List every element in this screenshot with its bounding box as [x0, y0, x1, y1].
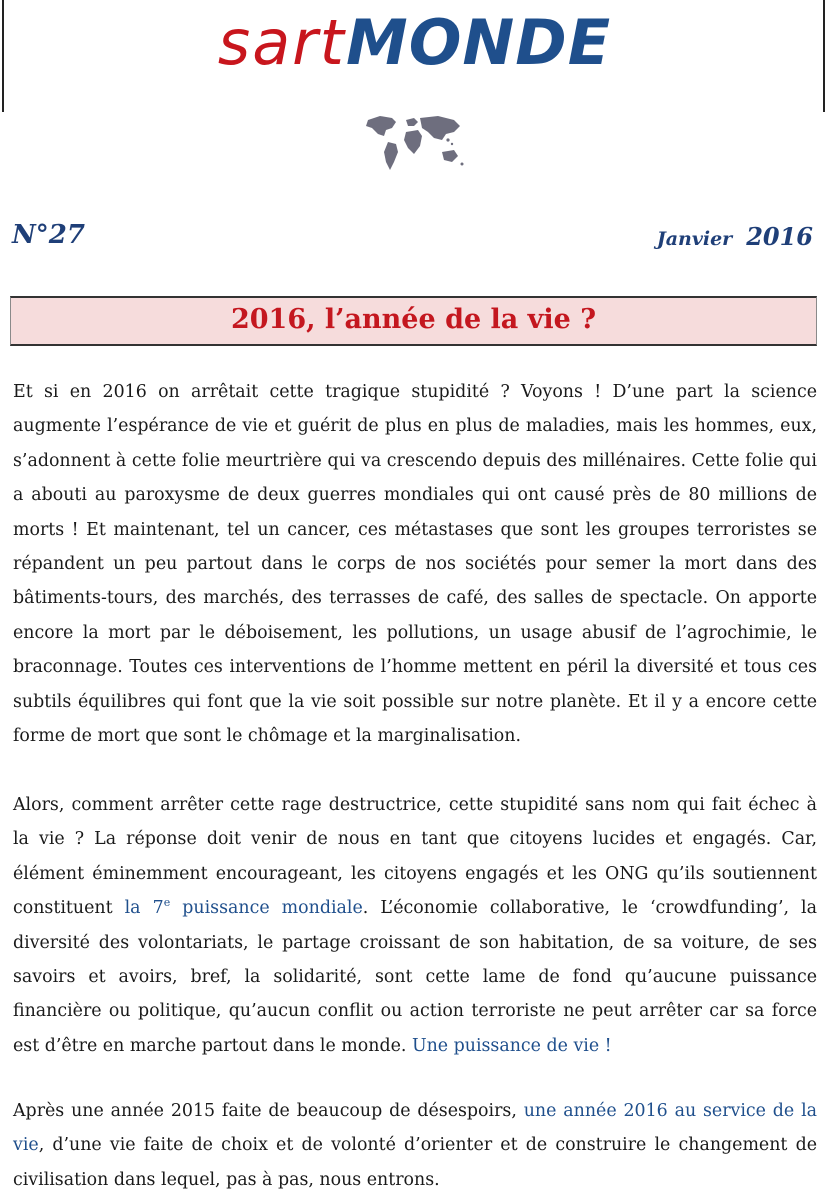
link-7e-puissance-superscript: e	[163, 896, 171, 910]
issue-date-month: Janvier	[656, 228, 733, 250]
brand-logo	[0, 8, 829, 78]
article-paragraph-2	[13, 788, 817, 1063]
link-7e-puissance-prefix: la 7	[124, 898, 164, 919]
brand-part-monde: MONDE	[346, 6, 612, 79]
issue-number: N°27	[12, 220, 85, 250]
paragraph-3-text-end: , d’une vie faite de choix et de volonté d’orienter et de construire le changement de civilisation dans lequel, pas à pas, nous entrons.	[13, 1135, 817, 1190]
world-map-icon	[362, 112, 466, 174]
link-annee-2016-au-service-de-la-vie[interactable]: une année 2016 au service de la vie	[13, 1101, 817, 1156]
issue-date-year: 2016	[746, 222, 813, 251]
link-7e-puissance-mondiale[interactable]	[125, 898, 363, 918]
paragraph-2-text-middle: . L’économie collaborative, le ‘crowdfunding’, la diversité des volontariats, le partage croissant de son habitation, de sa voiture, de ses savoirs et avoirs, bref, la solidarité, sont cette lame de fond qu’aucune puissance financière ou politique, qu’aucun conflit ou action terroriste ne peut arrêter car sa force est d’être en marche partout dans le monde.	[13, 898, 817, 1056]
paragraph-2-text-start: Alors, comment arrêter cette rage destructrice, cette stupidité sans nom qui fait échec à la vie ? La réponse doit venir de nous en tant que citoyens lucides et engagés. Car, élément éminemment encourageant, les citoyens engagés et les ONG qu’ils soutiennent constituent	[13, 795, 817, 919]
issue-date	[657, 222, 813, 251]
article-title: 2016, l’année de la vie ?	[230, 304, 597, 335]
article-paragraph-3	[13, 1094, 817, 1197]
article-paragraph-1: Et si en 2016 on arrêtait cette tragique stupidité ? Voyons ! D’une part la science augmente l’espérance de vie et guérit de plus en plus de maladies, mais les hommes, eux, s’adonnent à cette folie meurtrière qui va crescendo depuis des millénaires. Cette folie qui a abouti au paroxysme de deux guerres mondiales qui ont causé près de 80 millions de morts ! Et maintenant, tel un cancer, ces métastases que sont les groupes terroristes se répandent un peu partout dans le corps de nos sociétés pour semer la mort dans des bâtiments-tours, des marchés, des terrasses de café, des salles de spectacle. On apporte encore la mort par le déboisement, les pollutions, un usage abusif de l’agrochimie, le braconnage. Toutes ces interventions de l’homme mettent en péril la diversité et tous ces subtils équilibres qui font que la vie soit possible sur notre planète. Et il y a encore cette forme de mort que sont le chômage et la marginalisation.	[13, 382, 817, 747]
paragraph-3-text-start: Après une année 2015 faite de beaucoup de désespoirs,	[13, 1101, 524, 1121]
link-une-puissance-de-vie[interactable]: Une puissance de vie !	[411, 1035, 612, 1056]
link-7e-puissance-suffix: puissance mondiale	[170, 898, 363, 919]
brand-part-sart: sart	[217, 6, 346, 79]
